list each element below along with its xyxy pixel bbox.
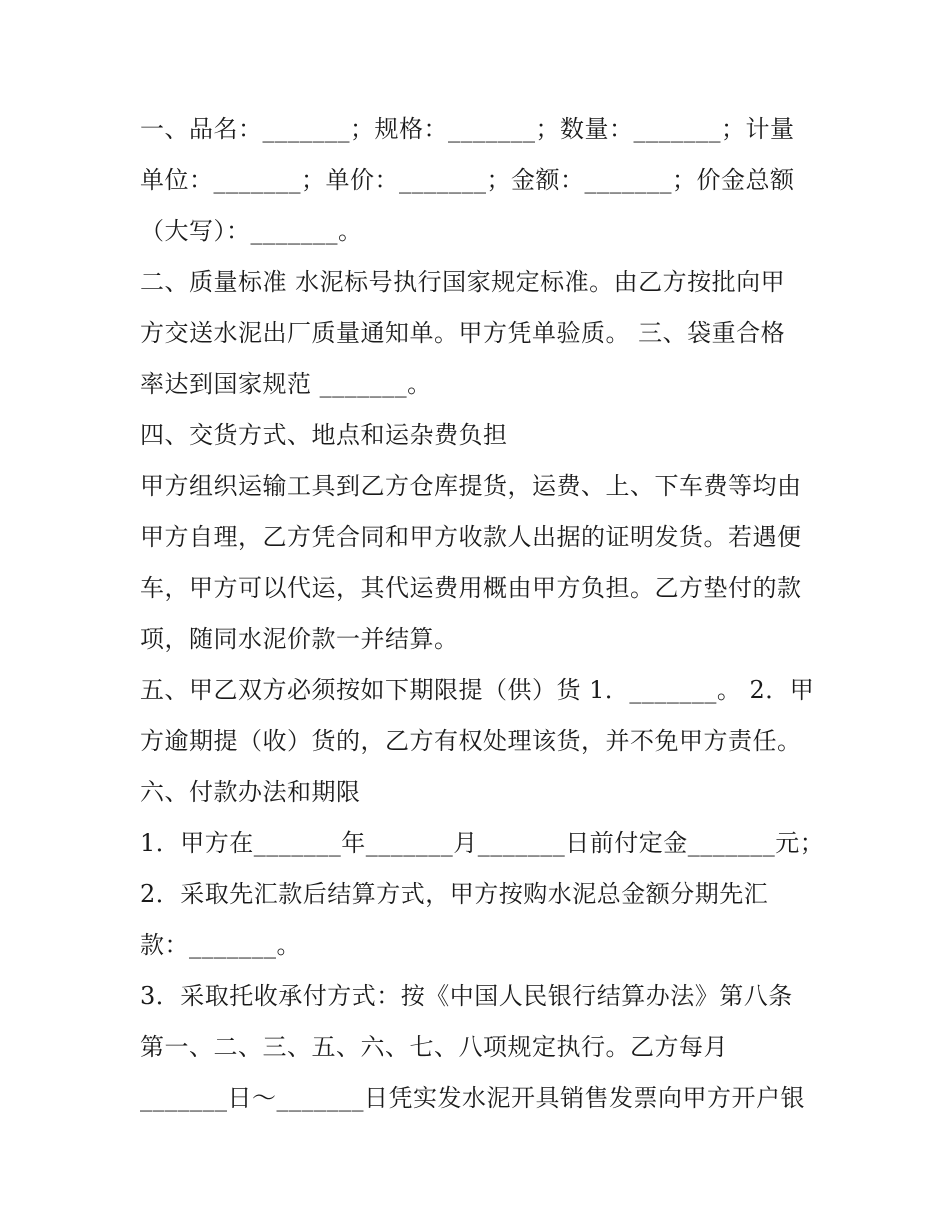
text-line: 甲方自理，乙方凭合同和甲方收款人出据的证明发货。若遇便: [140, 523, 802, 551]
text-line: 第一、二、三、五、六、七、八项规定执行。乙方每月: [140, 1033, 728, 1061]
text-line: 车，甲方可以代运，其代运费用概由甲方负担。乙方垫付的款: [140, 574, 802, 602]
section-heading: 六、付款办法和期限: [140, 778, 361, 806]
contract-text: [140, 104, 825, 1124]
text-line: 2．采取先汇款后结算方式，甲方按购水泥总金额分期先汇: [140, 880, 769, 908]
text-line: 甲方组织运输工具到乙方仓库提货，运费、上、下车费等均由: [140, 472, 802, 500]
text-line: 二、质量标准 水泥标号执行国家规定标准。由乙方按批向甲: [140, 268, 786, 296]
text-line: （大写）：_______。: [140, 217, 363, 245]
text-line: 方逾期提（收）货的，乙方有权处理该货，并不免甲方责任。: [140, 727, 802, 755]
text-line: 项，随同水泥价款一并结算。: [140, 625, 459, 653]
text-line: 方交送水泥出厂质量通知单。甲方凭单验质。 三、袋重合格: [140, 319, 786, 347]
text-line: 3．采取托收承付方式：按《中国人民银行结算办法》第八条: [140, 982, 793, 1010]
text-line: 1．甲方在_______年_______月_______日前付定金_______元；: [140, 829, 825, 857]
text-line: 单位：_______；单价：_______；金额：_______；价金总额: [140, 166, 795, 194]
text-line: _______日～_______日凭实发水泥开具销售发票向甲方开户银: [140, 1084, 805, 1112]
text-line: 一、品名：_______；规格：_______；数量：_______；计量: [140, 115, 795, 143]
text-line: 五、甲乙双方必须按如下期限提（供）货 1．_______。 2．甲: [140, 676, 815, 704]
text-line: 率达到国家规范 _______。: [140, 370, 432, 398]
text-line: 款：_______。: [140, 931, 301, 959]
section-heading: 四、交货方式、地点和运杂费负担: [140, 421, 508, 449]
